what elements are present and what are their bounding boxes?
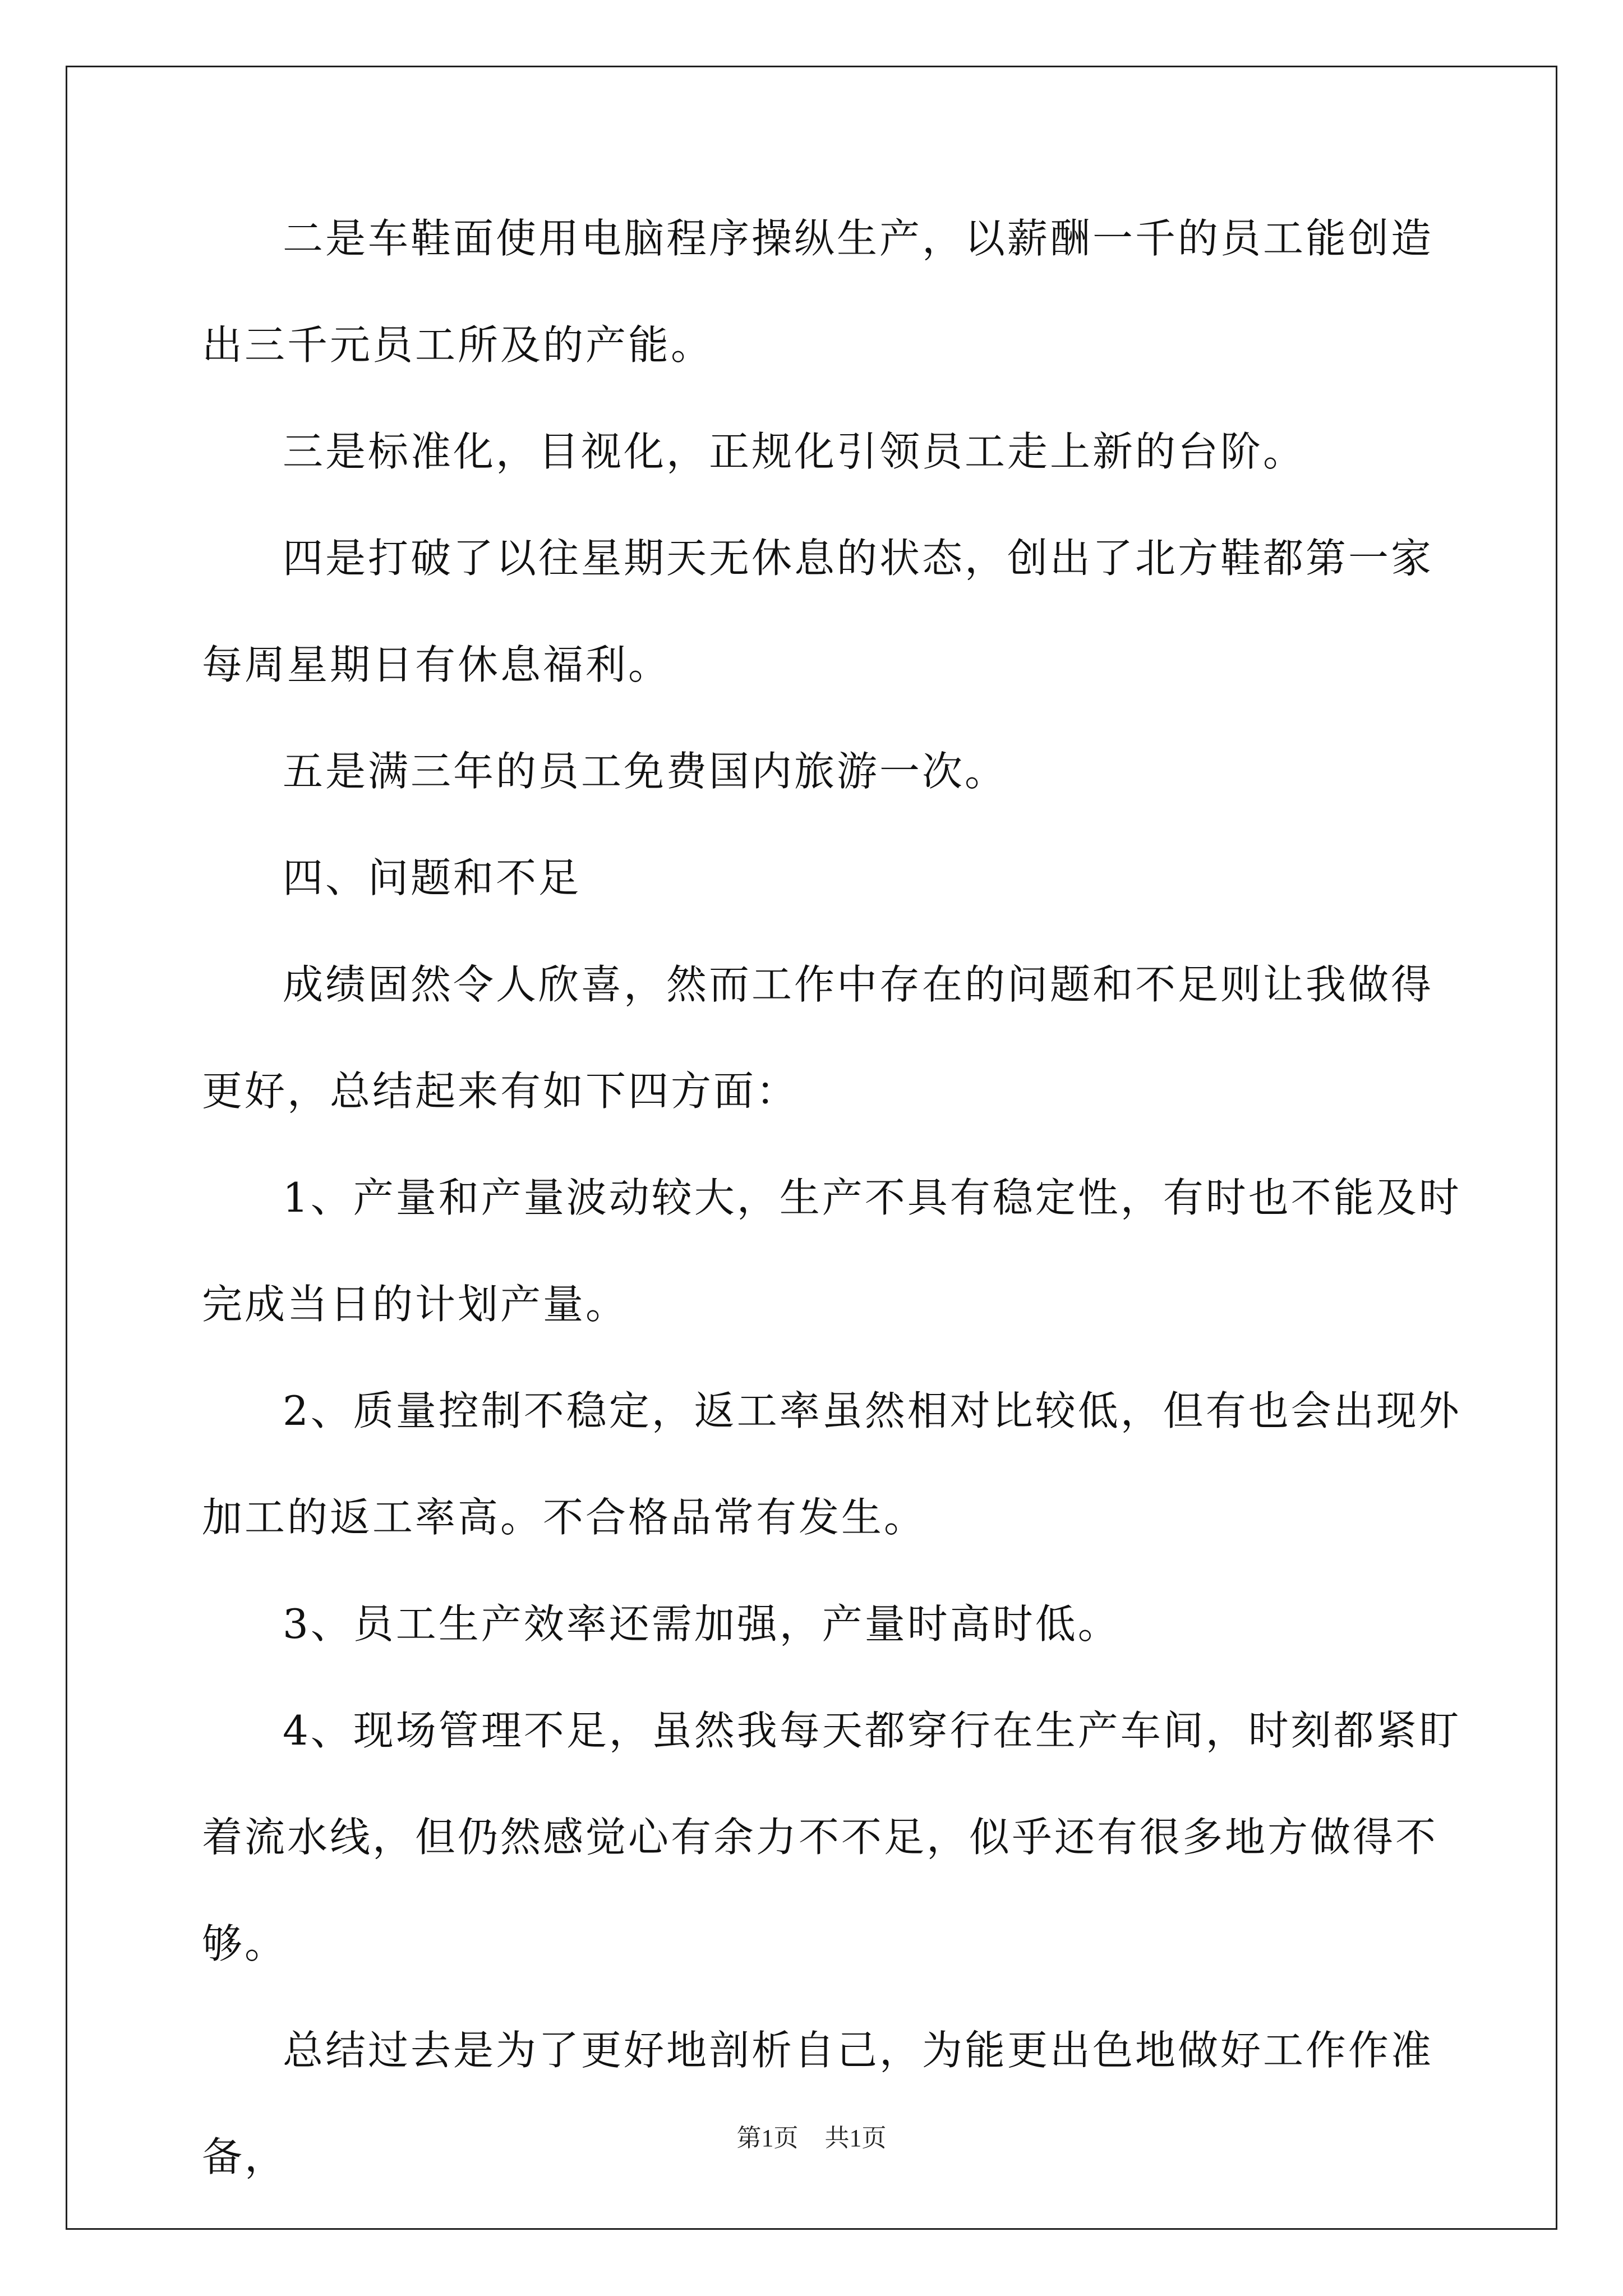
paragraph-3: 四是打破了以往星期天无休息的状态，创出了北方鞋都第一家每周星期日有休息福利。 — [202, 535, 1434, 688]
list-item-2: 2、质量控制不稳定，返工率虽然相对比较低，但有也会出现外加工的返工率高。不合格品常有发生。 — [202, 1387, 1461, 1541]
list-item-1: 1、产量和产量波动较大，生产不具有稳定性，有时也不能及时完成当日的计划产量。 — [202, 1174, 1461, 1328]
list-item-3: 3、员工生产效率还需加强，产量时高时低。 — [283, 1600, 1121, 1648]
paragraph-1: 二是车鞋面使用电脑程序操纵生产，以薪酬一千的员工能创造出三千元员工所及的产能。 — [202, 215, 1434, 369]
page-total: 共1页 — [824, 2124, 887, 2152]
paragraph-2: 三是标准化，目视化，正规化引领员工走上新的台阶。 — [283, 428, 1306, 475]
paragraph-6: 成绩固然令人欣喜，然而工作中存在的问题和不足则让我做得更好，总结起来有如下四方面： — [202, 961, 1434, 1115]
page-number: 第1页 — [736, 2124, 799, 2152]
paragraph-11: 总结过去是为了更好地剖析自己，为能更出色地做好工作作准备， — [202, 2027, 1434, 2180]
paragraph-4: 五是满三年的员工免费国内旅游一次。 — [283, 748, 1008, 795]
section-heading: 四、问题和不足 — [283, 854, 582, 901]
page-footer — [0, 2118, 1623, 2154]
list-item-4: 4、现场管理不足，虽然我每天都穿行在生产车间，时刻都紧盯着流水线，但仍然感觉心有余力不不足，似乎还有很多地方做得不够。 — [202, 1707, 1461, 1967]
document-body — [202, 185, 1464, 2210]
